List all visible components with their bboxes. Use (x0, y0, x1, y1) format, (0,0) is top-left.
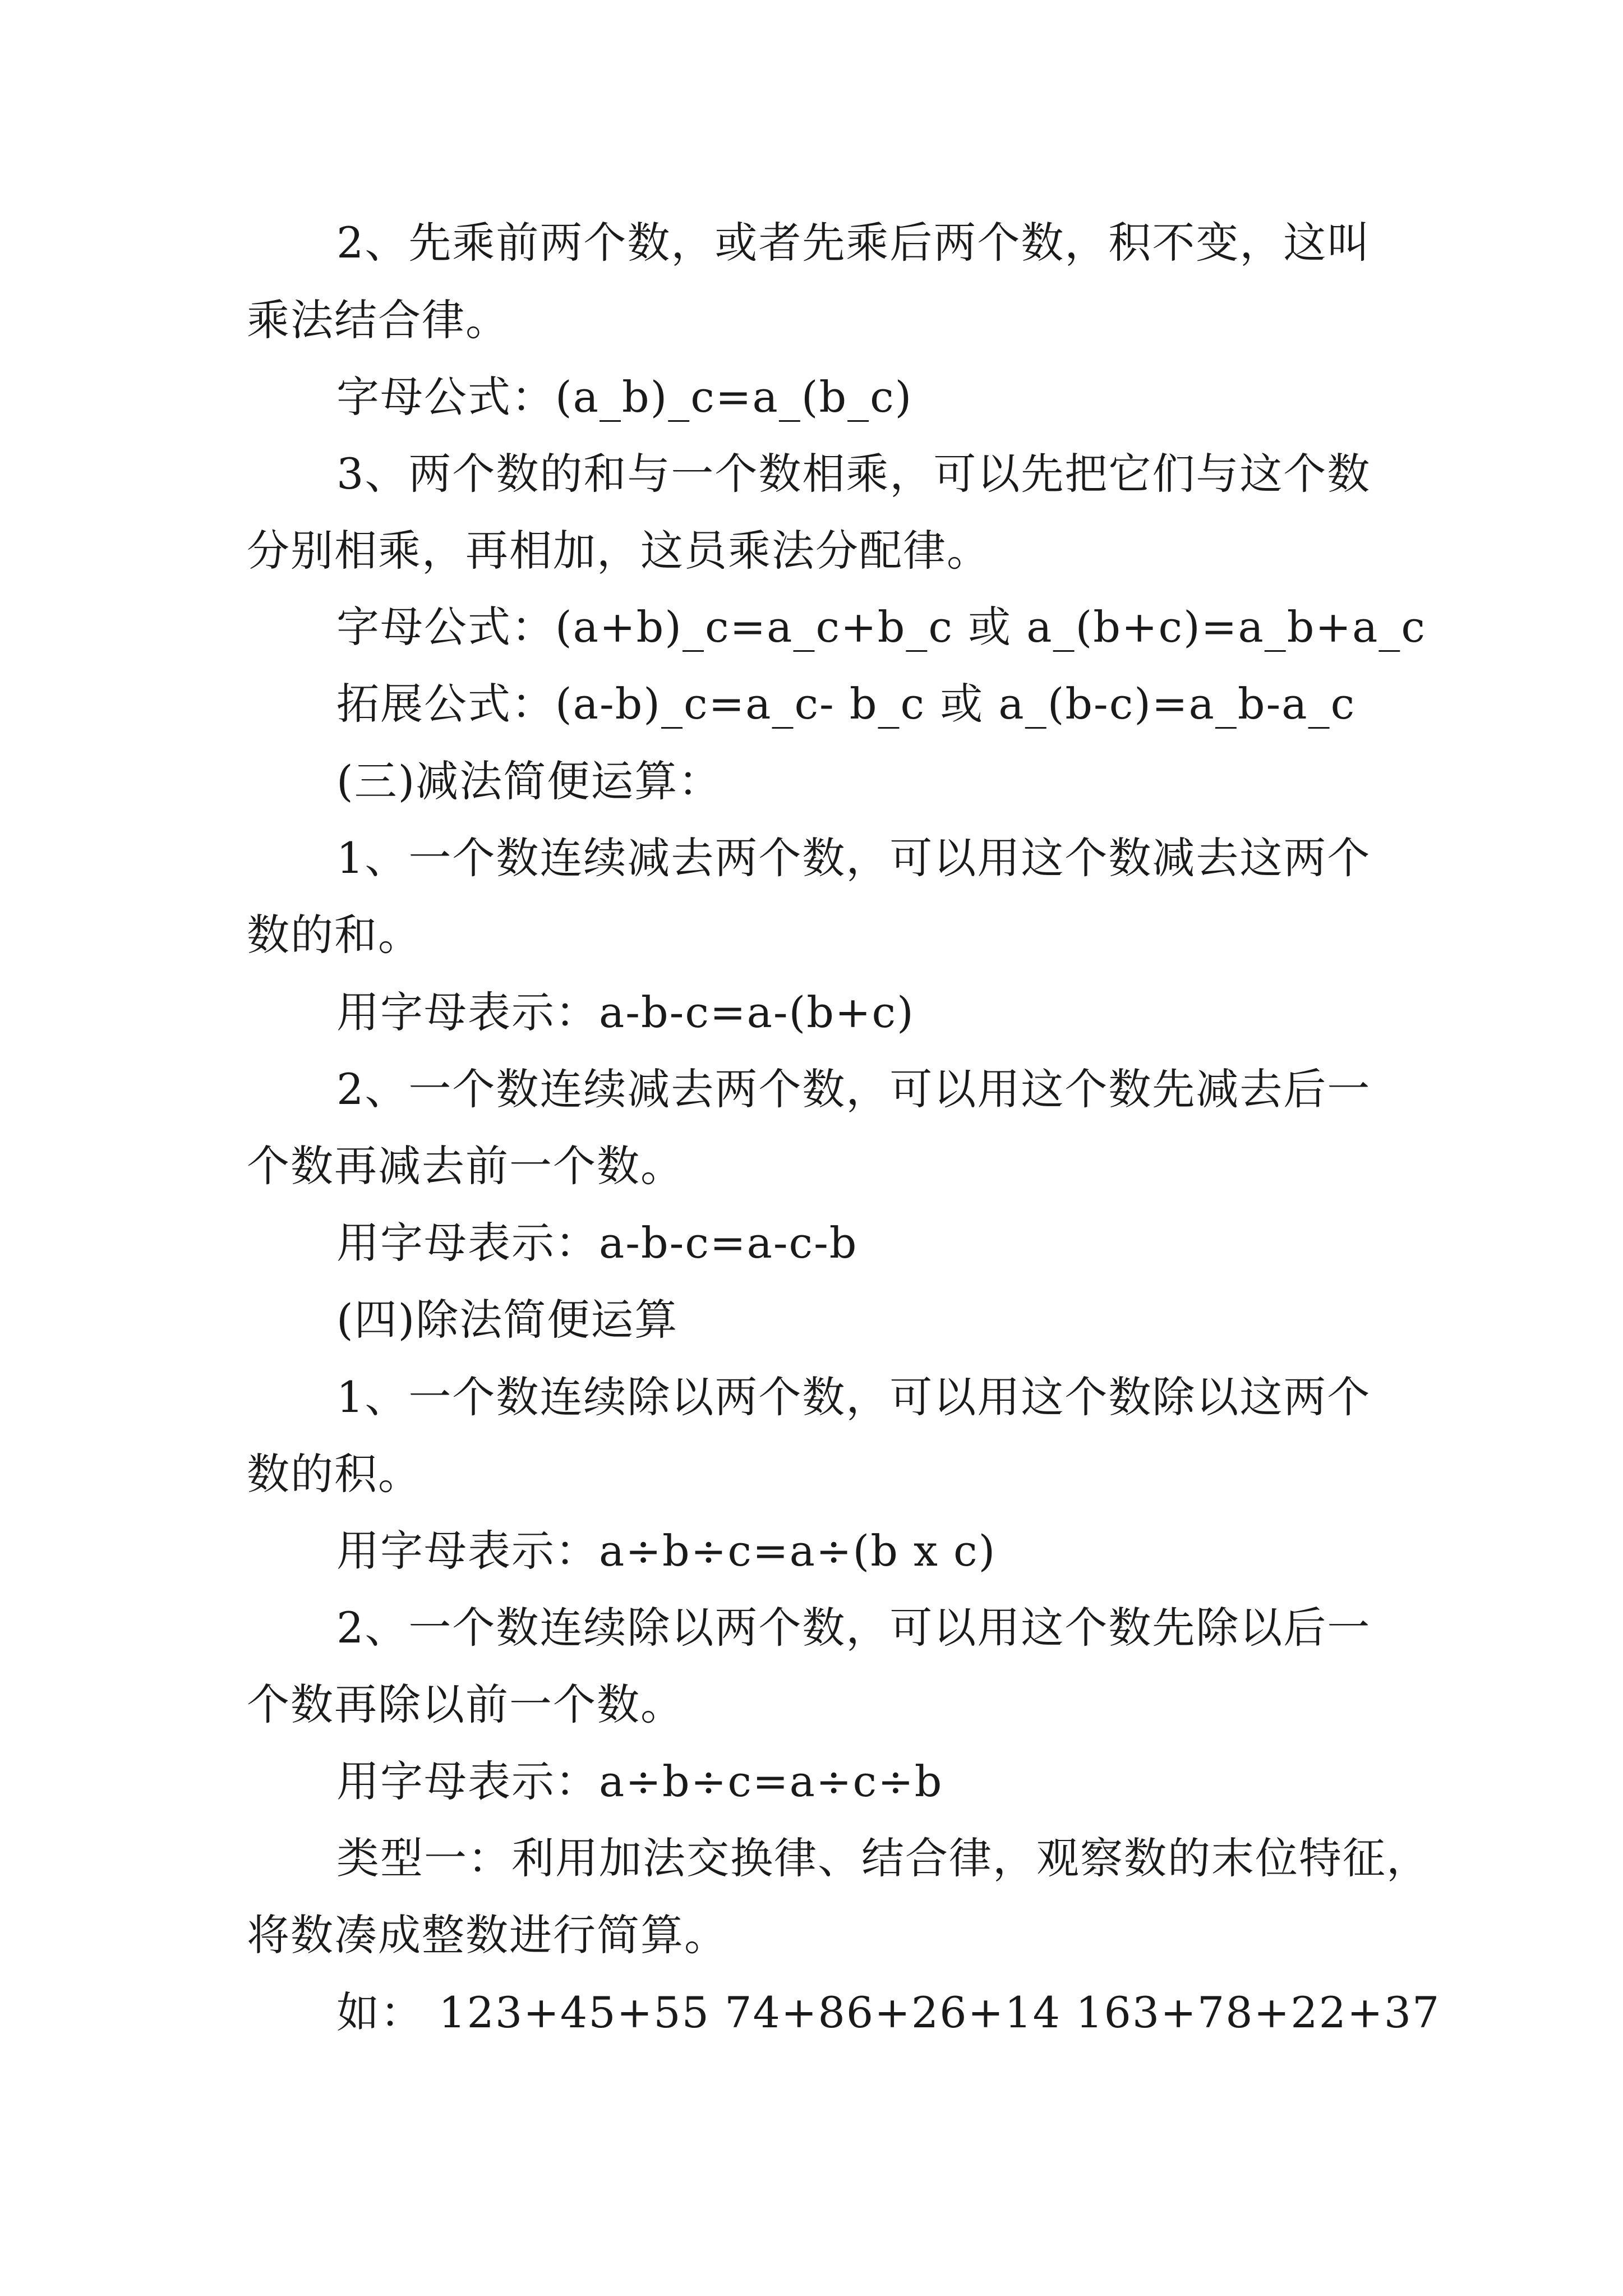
formula-line: 用字母表示：a÷b÷c=a÷c÷b (336, 1756, 943, 1806)
section-heading: (四)除法简便运算 (336, 1295, 679, 1345)
text-line: 1、一个数连续除以两个数，可以用这个数除以这两个 (336, 1372, 1371, 1422)
formula-line: 字母公式：(a+b)_c=a_c+b_c 或 a_(b+c)=a_b+a_c (336, 602, 1426, 652)
text-line: 数的和。 (247, 910, 422, 960)
text-line: 类型一：利用加法交换律、结合律，观察数的末位特征， (336, 1833, 1430, 1883)
formula-line: 字母公式：(a_b)_c=a_(b_c) (336, 372, 913, 422)
formula-line: 用字母表示：a-b-c=a-c-b (336, 1218, 858, 1268)
text-line: 3、两个数的和与一个数相乘，可以先把它们与这个数 (336, 449, 1371, 499)
formula-line: 用字母表示：a-b-c=a-(b+c) (336, 987, 915, 1037)
text-line: 乘法结合律。 (247, 295, 509, 345)
text-line: 个数再减去前一个数。 (247, 1141, 684, 1191)
text-line: 数的积。 (247, 1449, 422, 1499)
section-heading: (三)减法简便运算： (336, 756, 722, 806)
text-line: 2、一个数连续除以两个数，可以用这个数先除以后一 (336, 1603, 1371, 1653)
text-line: 2、一个数连续减去两个数，可以用这个数先减去后一 (336, 1064, 1371, 1114)
example-line: 如： 123+45+55 74+86+26+14 163+78+22+37 (336, 1987, 1441, 2037)
formula-line: 拓展公式：(a-b)_c=a_c- b_c 或 a_(b-c)=a_b-a_c (336, 679, 1356, 729)
text-line: 分别相乘，再相加，这员乘法分配律。 (247, 526, 990, 576)
text-line: 1、一个数连续减去两个数，可以用这个数减去这两个 (336, 833, 1371, 883)
formula-line: 用字母表示：a÷b÷c=a÷(b x c) (336, 1526, 997, 1576)
text-line: 个数再除以前一个数。 (247, 1680, 684, 1729)
text-line: 将数凑成整数进行简算。 (247, 1910, 728, 1960)
text-line: 2、先乘前两个数，或者先乘后两个数，积不变，这叫 (336, 218, 1371, 268)
